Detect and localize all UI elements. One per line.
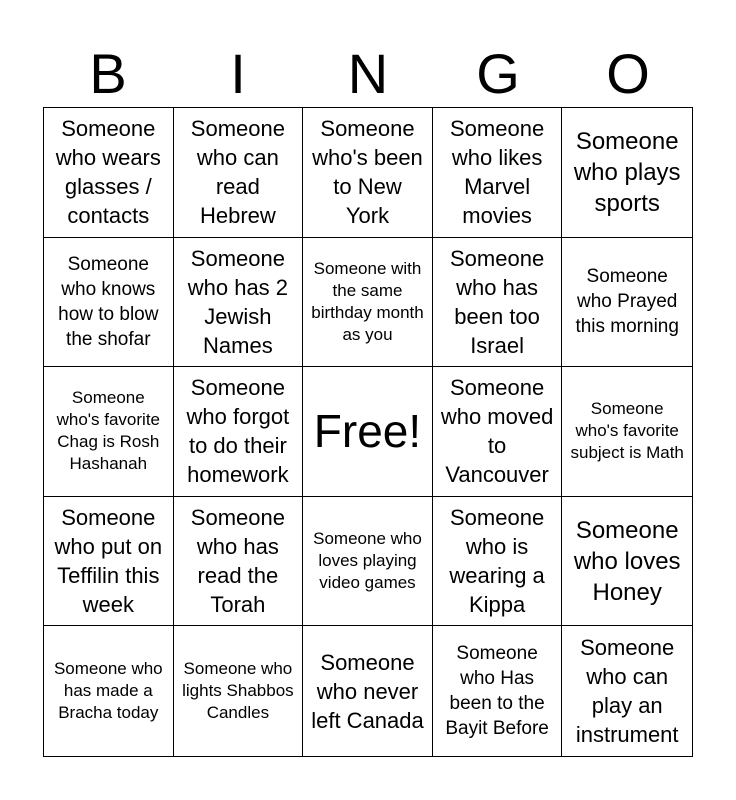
free-space-label: Free! bbox=[313, 405, 422, 458]
bingo-cell[interactable] bbox=[433, 626, 563, 756]
cell-label: Someone who loves playing video games bbox=[313, 529, 422, 593]
cell-label: Someone who put on Teffilin this week bbox=[54, 505, 163, 618]
bingo-cell[interactable] bbox=[174, 238, 304, 368]
cell-label: Someone who loves Honey bbox=[573, 516, 681, 606]
bingo-cell[interactable] bbox=[174, 626, 304, 756]
cell-label: Someone who plays sports bbox=[573, 127, 681, 217]
bingo-cell[interactable] bbox=[174, 108, 304, 238]
bingo-cell[interactable] bbox=[433, 367, 563, 497]
header-letter-o: O bbox=[606, 42, 650, 105]
bingo-cell[interactable] bbox=[174, 367, 304, 497]
bingo-cell[interactable] bbox=[562, 238, 692, 368]
cell-label: Someone who Has been to the Bayit Before bbox=[445, 643, 549, 740]
header-letter-i: I bbox=[230, 42, 246, 105]
cell-label: Someone who lights Shabbos Candles bbox=[182, 659, 294, 723]
cell-label: Someone who never left Canada bbox=[311, 649, 424, 733]
bingo-cell[interactable] bbox=[433, 238, 563, 368]
bingo-cell[interactable] bbox=[433, 108, 563, 238]
cell-label: Someone who Prayed this morning bbox=[575, 266, 679, 338]
bingo-cell[interactable] bbox=[562, 367, 692, 497]
cell-label: Someone who has been too Israel bbox=[450, 245, 545, 358]
bingo-cell[interactable] bbox=[44, 108, 174, 238]
cell-label: Someone who has made a Bracha today bbox=[53, 659, 163, 723]
bingo-cell[interactable] bbox=[303, 497, 433, 627]
bingo-cell[interactable] bbox=[562, 626, 692, 756]
cell-label: Someone who has read the Torah bbox=[190, 505, 285, 618]
bingo-cell[interactable] bbox=[44, 367, 174, 497]
header-letter-b: B bbox=[89, 42, 127, 105]
header-letter-n: N bbox=[347, 42, 389, 105]
cell-label: Someone who's been to New York bbox=[312, 116, 423, 229]
cell-label: Someone with the same birthday month as you bbox=[311, 258, 424, 344]
cell-label: Someone who's favorite subject is Math bbox=[570, 399, 684, 463]
cell-label: Someone who has 2 Jewish Names bbox=[187, 245, 289, 358]
cell-label: Someone who likes Marvel movies bbox=[450, 116, 545, 229]
header-letter-g: G bbox=[476, 42, 520, 105]
cell-label: Someone who wears glasses / contacts bbox=[55, 116, 161, 229]
bingo-cell[interactable] bbox=[44, 497, 174, 627]
bingo-board bbox=[43, 107, 693, 757]
bingo-cell[interactable] bbox=[303, 238, 433, 368]
bingo-cell[interactable] bbox=[562, 497, 692, 627]
bingo-cell[interactable] bbox=[303, 108, 433, 238]
bingo-cell[interactable] bbox=[433, 497, 563, 627]
bingo-header bbox=[43, 40, 693, 108]
bingo-cell[interactable] bbox=[44, 626, 174, 756]
cell-label: Someone who's favorite Chag is Rosh Hashanah bbox=[56, 388, 160, 474]
cell-label: Someone who is wearing a Kippa bbox=[449, 505, 545, 618]
cell-label: Someone who forgot to do their homework bbox=[186, 375, 290, 488]
free-space-cell[interactable] bbox=[303, 367, 433, 497]
bingo-cell[interactable] bbox=[303, 626, 433, 756]
bingo-cell[interactable] bbox=[562, 108, 692, 238]
bingo-cell[interactable] bbox=[44, 238, 174, 368]
cell-label: Someone who moved to Vancouver bbox=[440, 375, 554, 488]
cell-label: Someone who can play an instrument bbox=[575, 635, 679, 748]
cell-label: Someone who knows how to blow the shofar bbox=[58, 253, 159, 350]
cell-label: Someone who can read Hebrew bbox=[190, 116, 285, 229]
bingo-cell[interactable] bbox=[174, 497, 304, 627]
